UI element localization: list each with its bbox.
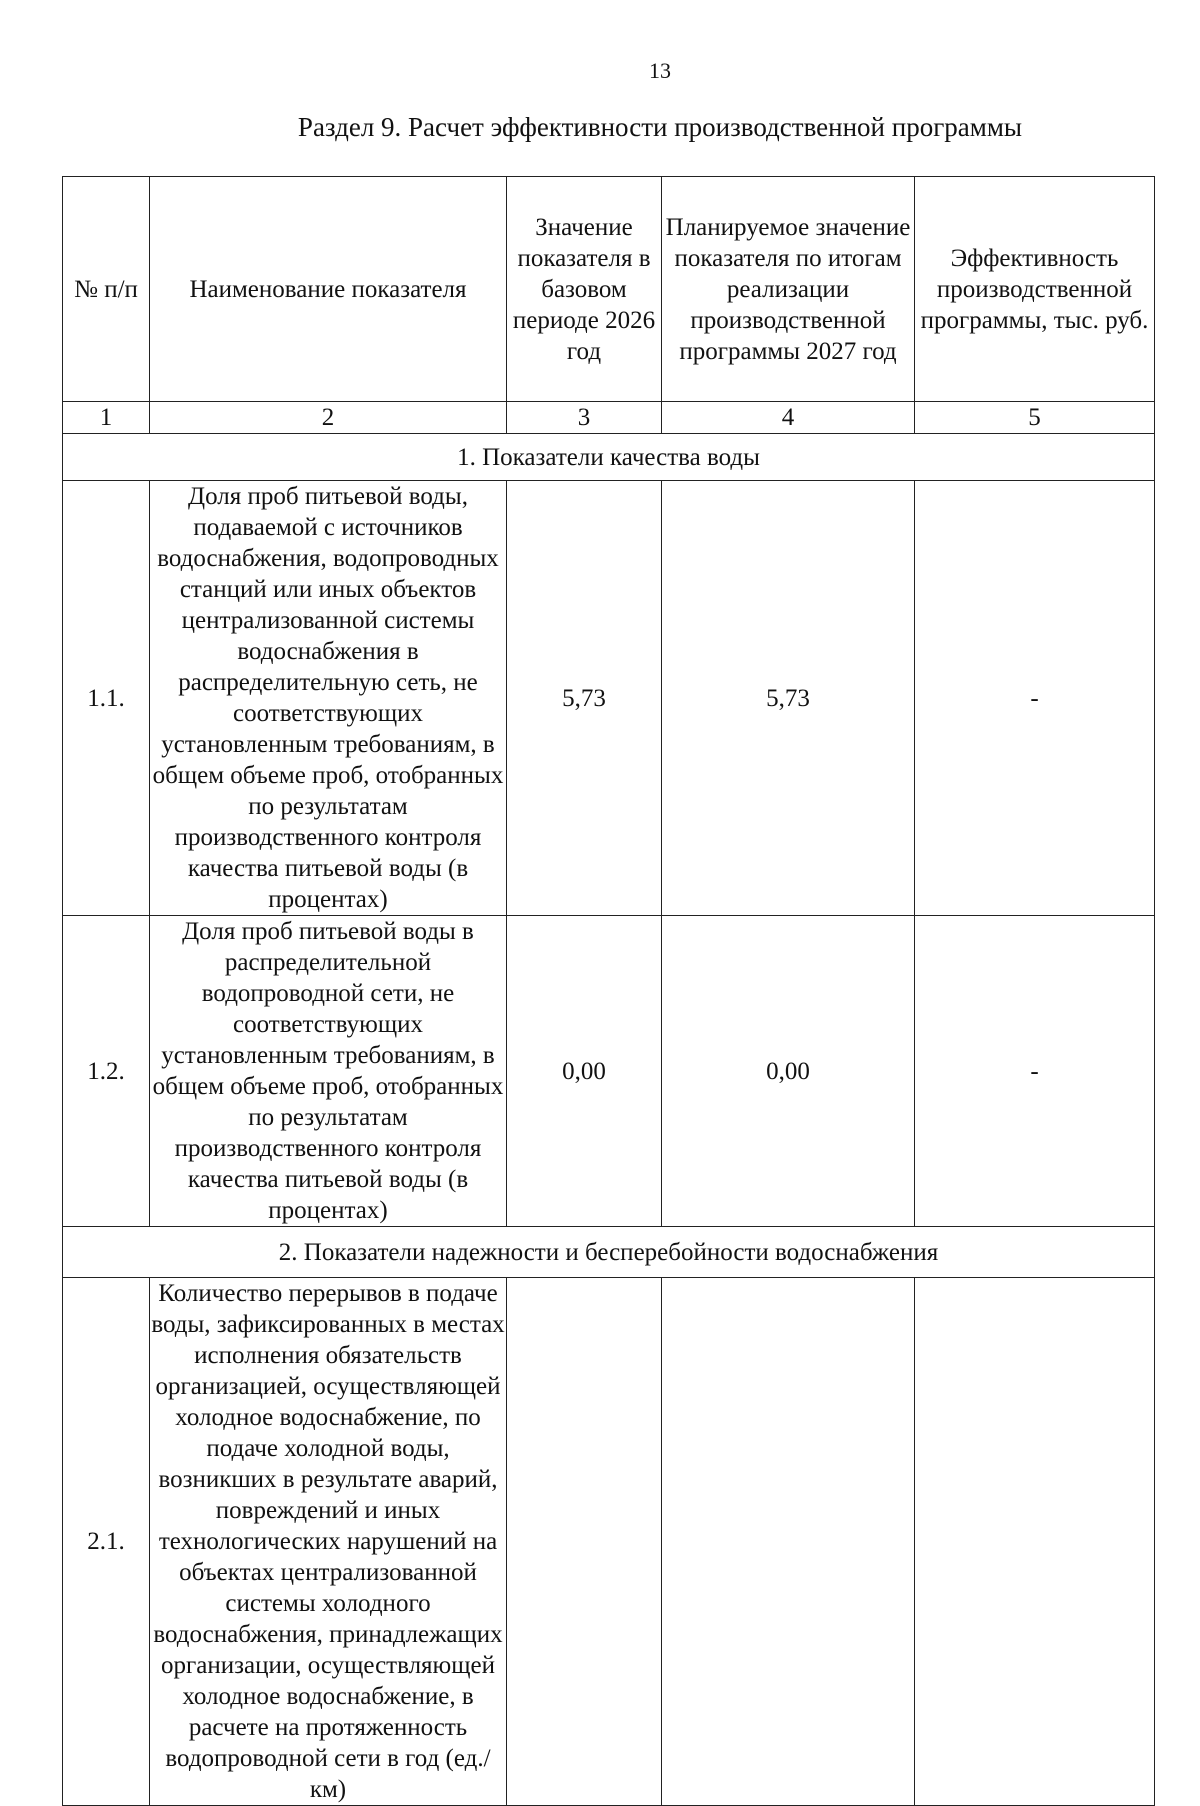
row-efficiency: - bbox=[915, 916, 1155, 1227]
row-base-value: 5,73 bbox=[507, 481, 662, 916]
column-number: 2 bbox=[150, 402, 507, 434]
row-number: 2.1. bbox=[63, 1278, 150, 1806]
row-base-value bbox=[507, 1278, 662, 1806]
row-efficiency bbox=[915, 1278, 1155, 1806]
section-heading-water-quality: 1. Показатели качества воды bbox=[63, 434, 1155, 481]
header-planned-value: Планируемое значение показателя по итогам реализации производственной программы 2027 год bbox=[662, 177, 915, 402]
section-title: Раздел 9. Расчет эффективности производственной программы bbox=[297, 112, 1023, 142]
column-number: 1 bbox=[63, 402, 150, 434]
header-number: № п/п bbox=[63, 177, 150, 402]
header-indicator-name: Наименование показателя bbox=[150, 177, 507, 402]
header-efficiency: Эффективность производственной программы, тыс. руб. bbox=[915, 177, 1155, 402]
row-number: 1.1. bbox=[63, 481, 150, 916]
row-planned-value bbox=[662, 1278, 915, 1806]
column-numbers-row bbox=[63, 402, 1155, 434]
row-base-value: 0,00 bbox=[507, 916, 662, 1227]
row-number: 1.2. bbox=[63, 916, 150, 1227]
row-planned-value: 0,00 bbox=[662, 916, 915, 1227]
efficiency-table bbox=[62, 176, 1155, 1806]
column-number: 5 bbox=[915, 402, 1155, 434]
section-heading-row bbox=[63, 1227, 1155, 1278]
table-row bbox=[63, 481, 1155, 916]
row-efficiency: - bbox=[915, 481, 1155, 916]
table-header-row bbox=[63, 177, 1155, 402]
row-indicator-name: Доля проб питьевой воды в распределительной водопроводной сети, не соответствующих установленным требованиям, в общем объеме проб, отобранных по результатам производственного контроля качества питьевой воды (в процентах) bbox=[150, 916, 507, 1227]
row-indicator-name: Количество перерывов в подаче воды, зафиксированных в местах исполнения обязательств организацией, осуществляющей холодное водоснабжение, по подаче холодной воды, возникших в результате аварий, повреждений и иных технологических нарушений на объектах централизованной системы холодного водоснабжения, принадлежащих организации, осуществляющей холодное водоснабжение, в расчете на протяженность водопроводной сети в год (ед./км) bbox=[150, 1278, 507, 1806]
column-number: 4 bbox=[662, 402, 915, 434]
column-number: 3 bbox=[507, 402, 662, 434]
row-indicator-name: Доля проб питьевой воды, подаваемой с источников водоснабжения, водопроводных станций или иных объектов централизованной системы водоснабжения в распределительную сеть, не соответствующих установленным требованиям, в общем объеме проб, отобранных по результатам производственного контроля качества питьевой воды (в процентах) bbox=[150, 481, 507, 916]
table-row bbox=[63, 916, 1155, 1227]
section-heading-row bbox=[63, 434, 1155, 481]
row-planned-value: 5,73 bbox=[662, 481, 915, 916]
table-row bbox=[63, 1278, 1155, 1806]
header-base-value: Значение показателя в базовом периоде 2026 год bbox=[507, 177, 662, 402]
section-heading-reliability: 2. Показатели надежности и бесперебойности водоснабжения bbox=[63, 1227, 1155, 1278]
page-number: 13 bbox=[649, 58, 671, 83]
